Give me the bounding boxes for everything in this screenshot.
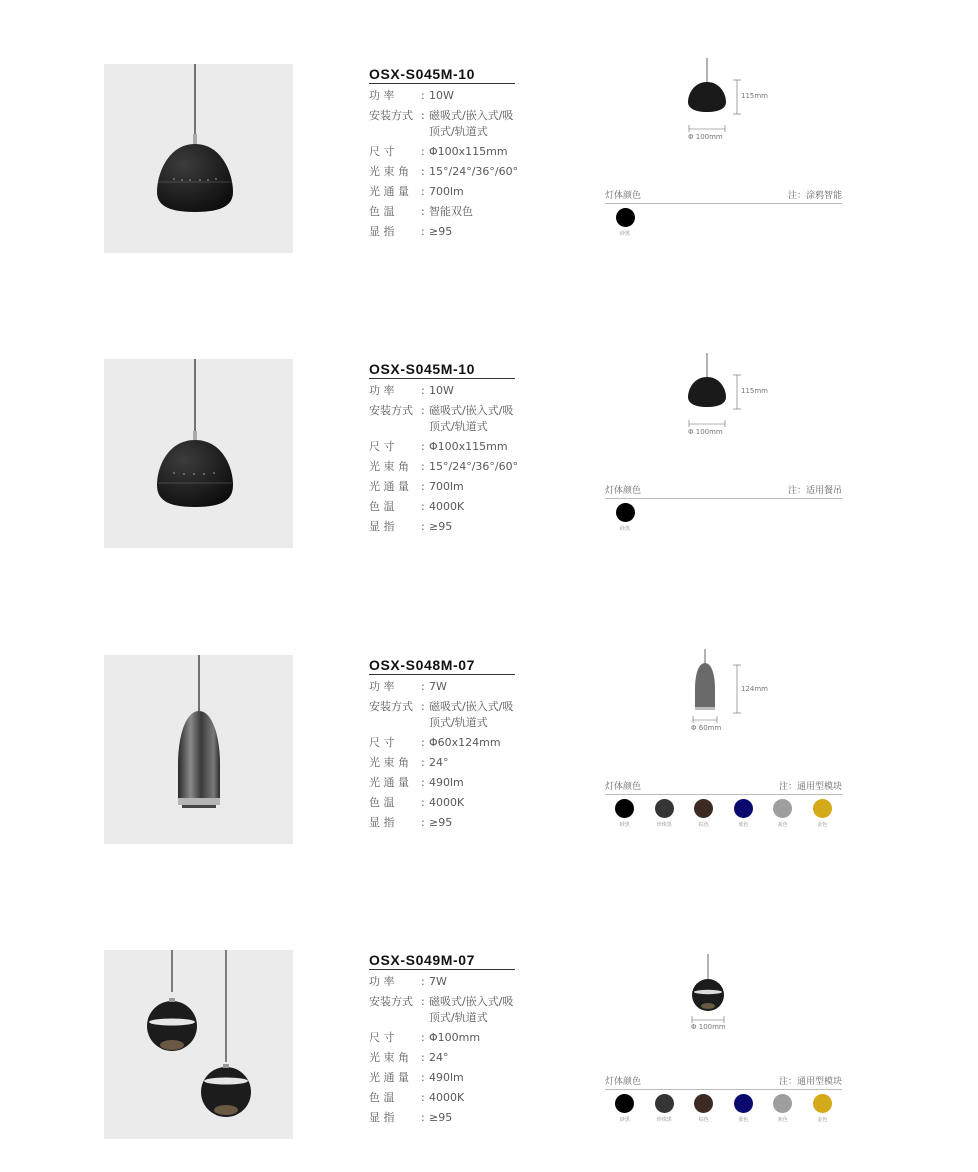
color-swatch [803, 1094, 843, 1123]
spec-row-flux: 光 通 量 : 490lm [369, 1070, 519, 1086]
color-dot [616, 208, 635, 227]
colorbar-note: 注：适用餐吊 [787, 486, 842, 496]
dimension-height: 115mm [741, 92, 768, 100]
color-name: 砂黑 [619, 1117, 630, 1123]
colorbar-note: 注：通用型模块 [778, 1077, 842, 1087]
spec-label: 安装方式 [369, 109, 413, 122]
spec-label: 显 指 [369, 225, 395, 238]
color-dot [655, 799, 674, 818]
spec-value: ≥95 [429, 816, 453, 829]
color-swatch [605, 799, 645, 828]
spec-value: 4000K [429, 1091, 465, 1104]
spec-row-beam: 光 束 角 : 15°/24°/36°/60° [369, 165, 519, 178]
spec-row-power: 功 率 : 10W [369, 88, 519, 104]
color-options [605, 188, 842, 237]
spec-label: 光 束 角 [369, 756, 409, 769]
spec-value: 15°/24°/36°/60° [429, 165, 519, 178]
spec-row-cri: 显 指 : ≥95 [369, 1110, 519, 1126]
spec-row-beam: 光 束 角 : 15°/24°/36°/60° [369, 460, 519, 473]
spec-value: ≥95 [429, 1111, 453, 1124]
spec-label: 光 通 量 [369, 1071, 409, 1084]
spec-value: 490lm [429, 1071, 464, 1084]
dimension-drawing [660, 58, 780, 141]
spec-label: 显 指 [369, 1111, 395, 1124]
spec-label: 显 指 [369, 520, 395, 533]
product-card [0, 655, 978, 855]
color-dot [694, 1094, 713, 1113]
dimension-height: 124mm [741, 685, 768, 693]
color-name: 金色 [817, 822, 828, 828]
spec-value: Φ60x124mm [429, 736, 501, 749]
spec-label: 光 通 量 [369, 776, 409, 789]
color-swatch [684, 1094, 724, 1123]
dimension-width: Φ 100mm [688, 428, 723, 436]
spec-value: 智能双色 [429, 205, 473, 218]
product-photo [104, 655, 293, 844]
color-dot [655, 1094, 674, 1113]
spec-value: 磁吸式/嵌入式/吸顶式/轨道式 [429, 109, 514, 138]
color-swatch [605, 1094, 645, 1123]
spec-row-size: 尺 寸 : Φ100x115mm [369, 144, 519, 160]
spec-value: Φ100x115mm [429, 440, 508, 453]
product-photo [104, 950, 293, 1139]
spec-row-install: 安装方式 : 磁吸式/嵌入式/吸顶式/轨道式 [369, 994, 519, 1026]
spec-label: 色 温 [369, 500, 395, 513]
spec-row-flux: 光 通 量 : 700lm [369, 184, 519, 200]
dimension-drawing [660, 353, 780, 436]
dimension-height: 115mm [741, 387, 768, 395]
dimension-width: Φ 100mm [688, 133, 723, 141]
color-swatch [645, 1094, 685, 1123]
spec-value: 10W [429, 89, 454, 102]
color-name: 砂黑 [619, 231, 630, 237]
color-name: 砂黑 [619, 822, 630, 828]
spec-value: 磁吸式/嵌入式/吸顶式/轨道式 [429, 700, 514, 729]
spec-row-power: 功 率 : 7W [369, 974, 519, 990]
model-number: OSX-S048M-07 [369, 657, 515, 675]
spec-label: 光 束 角 [369, 165, 409, 178]
spec-value: 4000K [429, 796, 465, 809]
spec-label: 功 率 [369, 384, 395, 397]
spec-value: ≥95 [429, 225, 453, 238]
spec-label: 尺 寸 [369, 1031, 395, 1044]
spec-value: Φ100mm [429, 1031, 481, 1044]
spec-value: 15°/24°/36°/60° [429, 460, 519, 473]
product-card [0, 950, 978, 1150]
spec-label: 色 温 [369, 796, 395, 809]
spec-label: 尺 寸 [369, 440, 395, 453]
colorbar-label: 灯体颜色 [605, 782, 642, 792]
spec-label: 安装方式 [369, 995, 413, 1008]
model-number: OSX-S045M-10 [369, 66, 515, 84]
spec-row-flux: 光 通 量 : 700lm [369, 479, 519, 495]
spec-label: 光 通 量 [369, 480, 409, 493]
spec-label: 光 束 角 [369, 1051, 409, 1064]
spec-table [369, 657, 519, 831]
color-options [605, 483, 842, 532]
color-dot [773, 1094, 792, 1113]
product-card [0, 64, 978, 264]
spec-label: 安装方式 [369, 404, 413, 417]
spec-label: 色 温 [369, 205, 395, 218]
color-swatch [605, 208, 645, 237]
spec-table [369, 952, 519, 1126]
spec-label: 色 温 [369, 1091, 395, 1104]
color-name: 砂黑 [619, 526, 630, 532]
model-number: OSX-S045M-10 [369, 361, 515, 379]
color-dot [773, 799, 792, 818]
color-swatch [763, 799, 803, 828]
spec-row-cct: 色 温 : 智能双色 [369, 204, 519, 220]
spec-row-cri: 显 指 : ≥95 [369, 519, 519, 535]
spec-label: 尺 寸 [369, 736, 395, 749]
color-dot [694, 799, 713, 818]
dimension-drawing [660, 950, 780, 1030]
spec-value: ≥95 [429, 520, 453, 533]
colorbar-label: 灯体颜色 [605, 1077, 642, 1087]
color-dot [615, 1094, 634, 1113]
color-name: 蓝色 [738, 1117, 749, 1123]
spec-label: 光 通 量 [369, 185, 409, 198]
spec-value: 磁吸式/嵌入式/吸顶式/轨道式 [429, 995, 514, 1024]
colorbar-label: 灯体颜色 [605, 191, 642, 201]
product-card [0, 359, 978, 559]
color-name: 棕色 [698, 1117, 709, 1123]
color-name: 棕色 [698, 822, 709, 828]
spec-table [369, 66, 519, 240]
spec-value: 490lm [429, 776, 464, 789]
spec-label: 安装方式 [369, 700, 413, 713]
spec-value: 7W [429, 975, 447, 988]
spec-label: 显 指 [369, 816, 395, 829]
color-swatch [803, 799, 843, 828]
color-dot [615, 799, 634, 818]
spec-row-size: 尺 寸 : Φ100mm [369, 1030, 519, 1046]
spec-table [369, 361, 519, 535]
color-swatch [724, 799, 764, 828]
spec-value: Φ100x115mm [429, 145, 508, 158]
spec-row-cct: 色 温 : 4000K [369, 499, 519, 515]
color-dot [616, 503, 635, 522]
colorbar-note: 注：涂鸦智能 [787, 191, 842, 201]
spec-label: 功 率 [369, 680, 395, 693]
spec-row-install: 安装方式 : 磁吸式/嵌入式/吸顶式/轨道式 [369, 403, 519, 435]
spec-row-cri: 显 指 : ≥95 [369, 815, 519, 831]
spec-row-beam: 光 束 角 : 24° [369, 1050, 519, 1066]
colorbar-label: 灯体颜色 [605, 486, 642, 496]
color-name: 珍珠黑 [656, 822, 672, 828]
spec-row-install: 安装方式 : 磁吸式/嵌入式/吸顶式/轨道式 [369, 699, 519, 731]
color-swatch [684, 799, 724, 828]
spec-value: 700lm [429, 185, 464, 198]
spec-row-install: 安装方式 : 磁吸式/嵌入式/吸顶式/轨道式 [369, 108, 519, 140]
color-name: 金色 [817, 1117, 828, 1123]
dimension-width: Φ 100mm [691, 1023, 726, 1031]
color-dot [734, 799, 753, 818]
spec-value: 4000K [429, 500, 465, 513]
color-swatch [605, 503, 645, 532]
color-dot [734, 1094, 753, 1113]
spec-label: 光 束 角 [369, 460, 409, 473]
spec-label: 尺 寸 [369, 145, 395, 158]
spec-row-cct: 色 温 : 4000K [369, 795, 519, 811]
spec-value: 7W [429, 680, 447, 693]
spec-label: 功 率 [369, 975, 395, 988]
color-options [605, 779, 842, 828]
color-name: 灰色 [777, 1117, 788, 1123]
spec-row-size: 尺 寸 : Φ60x124mm [369, 735, 519, 751]
dimension-width: Φ 60mm [691, 724, 722, 732]
spec-row-size: 尺 寸 : Φ100x115mm [369, 439, 519, 455]
color-swatch [763, 1094, 803, 1123]
product-photo [104, 64, 293, 253]
color-name: 灰色 [777, 822, 788, 828]
color-options [605, 1074, 842, 1123]
color-swatch [645, 799, 685, 828]
dimension-drawing [660, 649, 780, 732]
color-dot [813, 1094, 832, 1113]
spec-value: 700lm [429, 480, 464, 493]
spec-row-beam: 光 束 角 : 24° [369, 755, 519, 771]
spec-row-power: 功 率 : 10W [369, 383, 519, 399]
spec-row-cct: 色 温 : 4000K [369, 1090, 519, 1106]
spec-value: 磁吸式/嵌入式/吸顶式/轨道式 [429, 404, 514, 433]
color-dot [813, 799, 832, 818]
color-swatch [724, 1094, 764, 1123]
colorbar-note: 注：通用型模块 [778, 782, 842, 792]
spec-value: 24° [429, 756, 449, 769]
spec-row-power: 功 率 : 7W [369, 679, 519, 695]
spec-row-flux: 光 通 量 : 490lm [369, 775, 519, 791]
color-name: 珍珠黑 [656, 1117, 672, 1123]
color-name: 蓝色 [738, 822, 749, 828]
spec-row-cri: 显 指 : ≥95 [369, 224, 519, 240]
model-number: OSX-S049M-07 [369, 952, 515, 970]
product-photo [104, 359, 293, 548]
spec-value: 24° [429, 1051, 449, 1064]
spec-value: 10W [429, 384, 454, 397]
spec-label: 功 率 [369, 89, 395, 102]
